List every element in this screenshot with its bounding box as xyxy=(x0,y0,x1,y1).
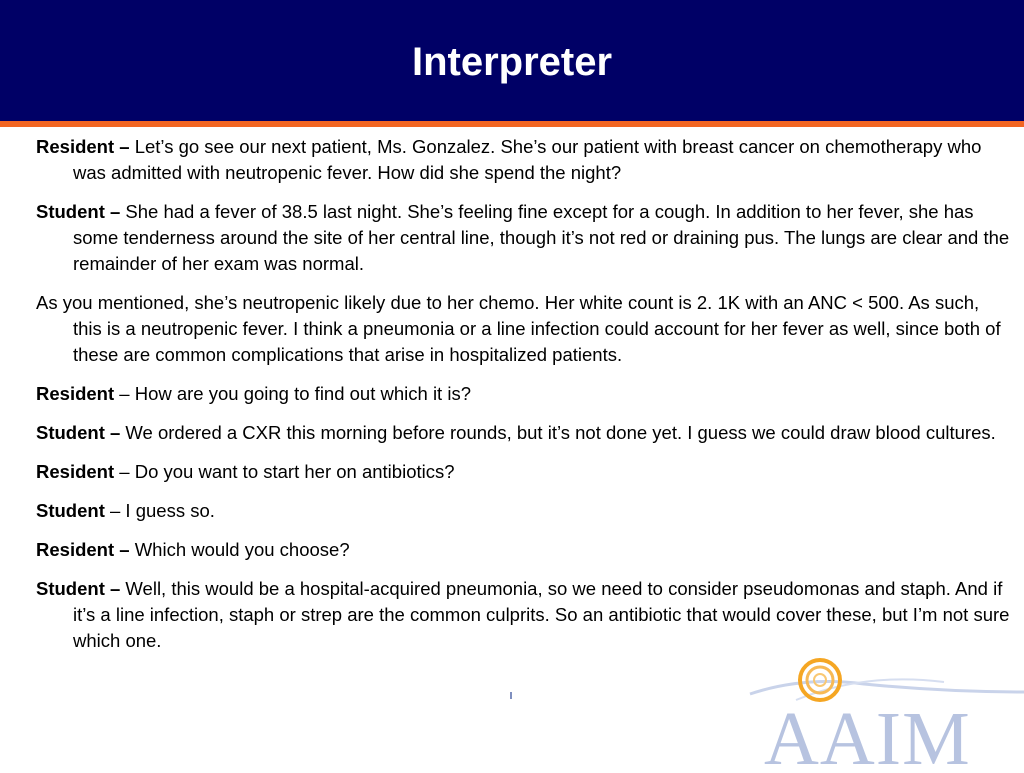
dialogue-line xyxy=(36,459,1010,485)
dialogue-line xyxy=(36,420,1010,446)
dialogue-text: Well, this would be a hospital-acquired pneumonia, so we need to consider pseudomonas and staph. And if it’s a line infection, staph or strep are the common culprits. So an antibiotic that would cover these, but I’m not sure which one. xyxy=(73,578,1010,651)
dialogue-text: We ordered a CXR this morning before rounds, but it’s not done yet. I guess we could draw blood cultures. xyxy=(120,422,996,443)
speaker-label: Student xyxy=(36,500,105,521)
dialogue-line xyxy=(36,576,1010,654)
speaker-label: Student – xyxy=(36,578,121,599)
page-marker xyxy=(510,692,512,699)
dialogue-text: Which would you choose? xyxy=(129,539,350,560)
speaker-label: Resident xyxy=(36,383,115,404)
logo-wordmark: AAIM xyxy=(764,697,971,768)
dialogue-list xyxy=(36,134,1010,667)
aaim-logo xyxy=(744,652,1024,768)
accent-divider xyxy=(0,121,1024,127)
dialogue-line xyxy=(36,134,1010,186)
dialogue-line xyxy=(36,537,1010,563)
dialogue-text: – Do you want to start her on antibiotics? xyxy=(114,461,455,482)
dialogue-line xyxy=(36,381,1010,407)
speaker-label: Student – xyxy=(36,422,121,443)
dialogue-line xyxy=(36,290,1010,368)
dialogue-text: As you mentioned, she’s neutropenic likely due to her chemo. Her white count is 2. 1K with an ANC < 500. As such, this is a neutropenic fever. I think a pneumonia or a line infection could account for her fever as well, since both of these are common complications that arise in hospitalized patients. xyxy=(36,292,1001,365)
title-bar xyxy=(0,0,1024,121)
dialogue-text: She had a fever of 38.5 last night. She’s feeling fine except for a cough. In addition to her fever, she has some tenderness around the site of her central line, though it’s not red or draining pus. The lungs are clear and the remainder of her exam was normal. xyxy=(73,201,1010,274)
dialogue-text: Let’s go see our next patient, Ms. Gonzalez. She’s our patient with breast cancer on chemotherapy who was admitted with neutropenic fever. How did she spend the night? xyxy=(73,136,982,183)
dialogue-line xyxy=(36,498,1010,524)
speaker-label: Student – xyxy=(36,201,121,222)
speaker-label: Resident – xyxy=(36,136,130,157)
dialogue-text: – How are you going to find out which it is? xyxy=(114,383,471,404)
slide-title: Interpreter xyxy=(411,40,613,84)
speaker-label: Resident – xyxy=(36,539,130,560)
aaim-swirl-logo-icon xyxy=(744,652,1024,768)
dialogue-line xyxy=(36,199,1010,277)
speaker-label: Resident xyxy=(36,461,115,482)
dialogue-text: – I guess so. xyxy=(104,500,215,521)
